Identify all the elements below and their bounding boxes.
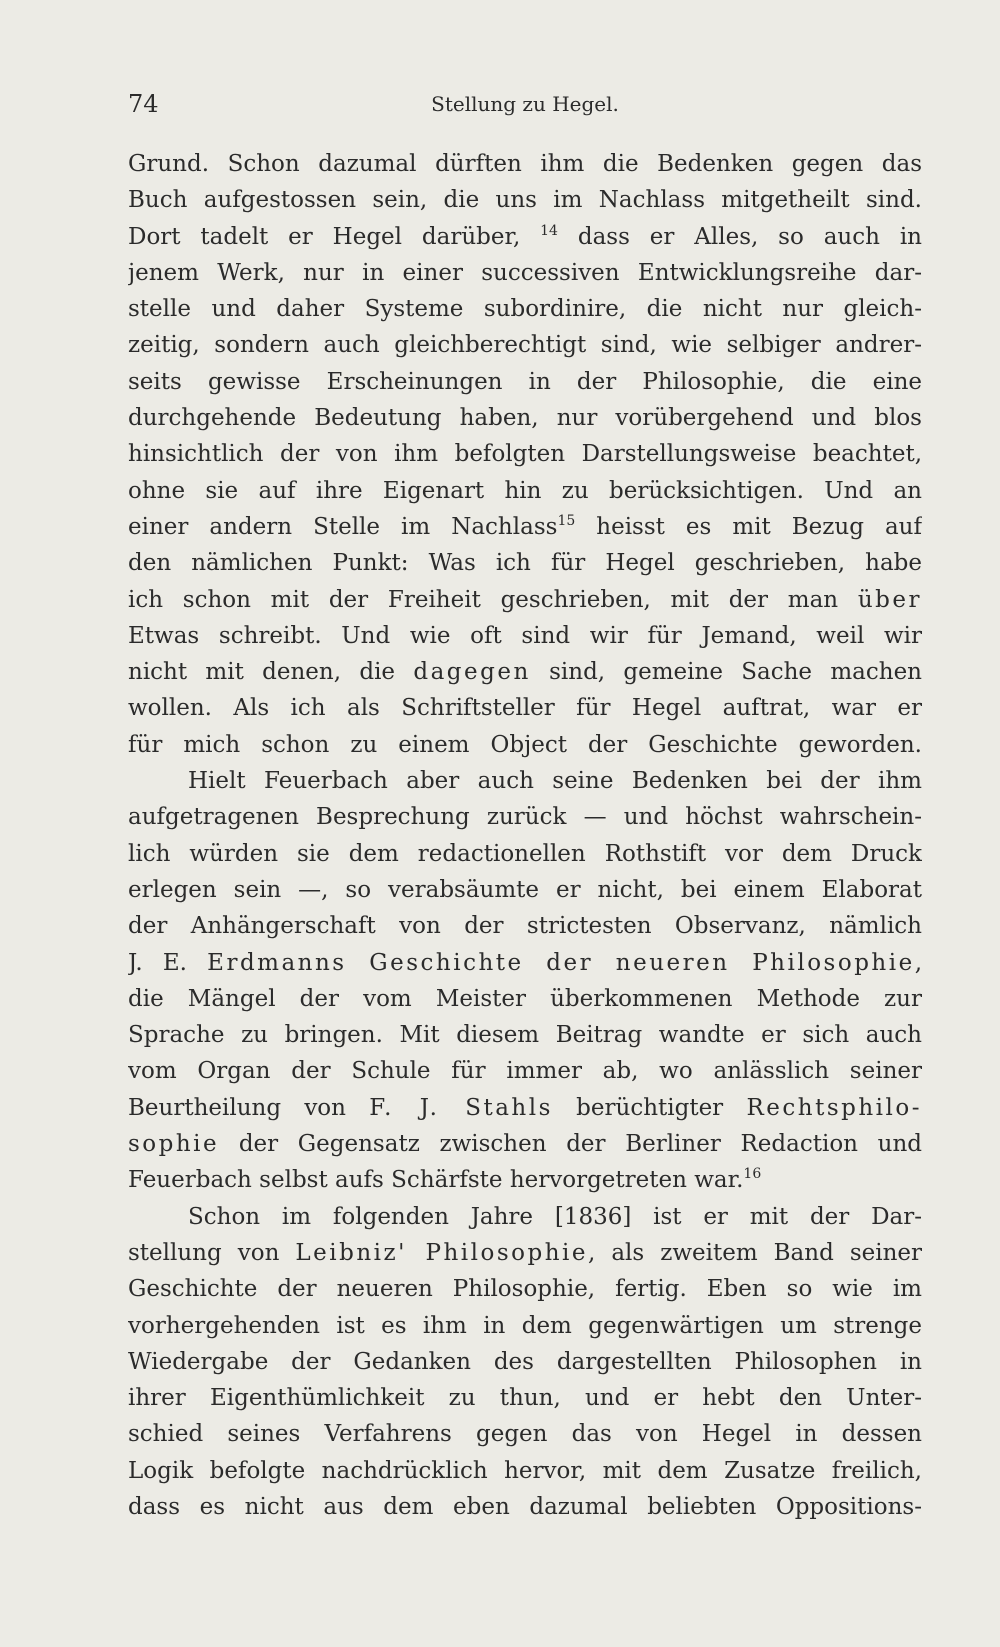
text-line (128, 509, 922, 545)
text-line (128, 1271, 922, 1307)
text-line (128, 1235, 922, 1271)
body-text (128, 146, 922, 1525)
text-segment: sind, gemeine Sache machen (530, 659, 922, 686)
text-line (128, 1053, 922, 1089)
spaced-emphasis: sophie (128, 1131, 220, 1158)
text-segment: stelle und daher Systeme subordinire, die nicht nur gleich- (128, 296, 922, 323)
text-line (128, 182, 922, 218)
text-segment: Grund. Schon dazumal dürften ihm die Bedenken gegen das (128, 151, 922, 177)
spaced-emphasis: Erdmanns Geschichte der neueren Philosophie (207, 949, 915, 976)
text-line (128, 1453, 922, 1489)
text-line (128, 654, 922, 690)
text-segment: erlegen sein —, so verabsäumte er nicht, bei einem Elaborat (128, 876, 922, 903)
text-line (128, 945, 922, 981)
text-segment: dass es nicht aus dem eben dazumal beliebten Oppositions- (128, 1493, 922, 1520)
spaced-emphasis: F. J. Stahls (369, 1094, 553, 1121)
spaced-emphasis: Leibniz' Philosophie (295, 1239, 588, 1266)
text-segment: Dort tadelt er Hegel darüber, (128, 223, 541, 250)
text-segment: J. E. (128, 949, 208, 976)
text-segment: die Mängel der vom Meister überkommenen Methode zur (128, 985, 922, 1012)
text-line (128, 981, 922, 1017)
text-segment: schied seines Verfahrens gegen das von Hegel in dessen (128, 1421, 922, 1448)
text-line (128, 836, 922, 872)
page-number: 74 (128, 90, 159, 118)
text-segment: seits gewisse Erscheinungen in der Philosophie, die eine (128, 368, 922, 395)
text-segment: nicht mit denen, die (128, 659, 414, 686)
text-line (128, 1489, 922, 1525)
spaced-emphasis: Rechtsphilo- (746, 1094, 922, 1121)
text-segment: zeitig, sondern auch gleichberechtigt sind, wie selbiger andrer- (128, 332, 922, 359)
text-segment: wollen. Als ich als Schriftsteller für Hegel auftrat, war er (128, 695, 922, 722)
text-line (128, 146, 922, 182)
text-line (128, 436, 922, 472)
text-line (128, 872, 922, 908)
text-segment: , (914, 949, 922, 976)
spaced-emphasis: dagegen (413, 659, 531, 686)
text-segment: ich schon mit der Freiheit geschrieben, mit der man (128, 586, 858, 613)
text-line (128, 1344, 922, 1380)
text-line (128, 1308, 922, 1344)
footnote-marker: 14 (540, 222, 558, 239)
text-segment: Etwas schreibt. Und wie oft sind wir für Jemand, weil wir (128, 622, 922, 649)
text-segment: einer andern Stelle im Nachlass (128, 513, 558, 540)
text-segment: Wiedergabe der Gedanken des dargestellten Philosophen in (128, 1348, 922, 1375)
text-line (128, 582, 922, 618)
text-line (128, 1017, 922, 1053)
text-line (128, 727, 922, 763)
text-line (128, 1126, 922, 1162)
text-line (128, 291, 922, 327)
text-line (128, 219, 922, 255)
text-line (128, 763, 922, 799)
text-segment: heisst es mit Bezug auf (575, 513, 922, 540)
text-segment: Schon im folgenden Jahre [1836] ist er mit der Dar- (188, 1203, 922, 1230)
text-segment: Buch aufgestossen sein, die uns im Nachlass mitgetheilt sind. (128, 187, 922, 214)
footnote-marker: 16 (743, 1166, 762, 1183)
running-head: Stellung zu Hegel. (431, 92, 619, 116)
text-segment: Beurtheilung von (128, 1094, 370, 1121)
text-segment: berüchtigter (552, 1094, 747, 1121)
text-line (128, 799, 922, 835)
text-line (128, 255, 922, 291)
text-segment: ihrer Eigenthümlichkeit zu thun, und er hebt den Unter- (128, 1385, 922, 1412)
text-segment: Geschichte der neueren Philosophie, fertig. Eben so wie im (128, 1276, 922, 1303)
text-segment: Sprache zu bringen. Mit diesem Beitrag wandte er sich auch (128, 1022, 922, 1049)
text-segment: dass er Alles, so auch in (557, 223, 922, 250)
text-line (128, 1380, 922, 1416)
text-segment: lich würden sie dem redactionellen Rothstift vor dem Druck (128, 840, 922, 867)
text-line (128, 473, 922, 509)
text-line (128, 908, 922, 944)
text-segment: Feuerbach selbst aufs Schärfste hervorgetreten war. (128, 1167, 744, 1194)
text-line (128, 618, 922, 654)
text-segment: Hielt Feuerbach aber auch seine Bedenken bei der ihm (188, 768, 922, 795)
text-segment: durchgehende Bedeutung haben, nur vorübergehend und blos (128, 405, 922, 432)
text-line (128, 400, 922, 436)
text-segment: , als zweitem Band seiner (588, 1239, 922, 1266)
text-line (128, 1162, 922, 1198)
text-line (128, 1416, 922, 1452)
page-header (128, 90, 922, 126)
text-line (128, 327, 922, 363)
text-segment: vorhergehenden ist es ihm in dem gegenwärtigen um strenge (128, 1312, 922, 1339)
footnote-marker: 15 (557, 512, 576, 529)
spaced-emphasis: über (857, 586, 922, 613)
text-segment: Logik befolgte nachdrücklich hervor, mit dem Zusatze freilich, (128, 1457, 922, 1484)
text-segment: vom Organ der Schule für immer ab, wo anlässlich seiner (128, 1058, 922, 1085)
text-segment: für mich schon zu einem Object der Geschichte geworden. (128, 731, 922, 758)
text-segment: stellung von (128, 1239, 296, 1266)
text-segment: ohne sie auf ihre Eigenart hin zu berücksichtigen. Und an (128, 477, 922, 504)
text-line (128, 545, 922, 581)
text-line (128, 1090, 922, 1126)
text-segment: der Gegensatz zwischen der Berliner Redaction und (219, 1131, 922, 1158)
text-segment: hinsichtlich der von ihm befolgten Darstellungsweise beachtet, (128, 441, 922, 468)
text-segment: den nämlichen Punkt: Was ich für Hegel geschrieben, habe (128, 550, 922, 577)
text-line (128, 364, 922, 400)
text-line (128, 1199, 922, 1235)
text-segment: der Anhängerschaft von der strictesten Observanz, nämlich (128, 913, 922, 940)
text-segment: aufgetragenen Besprechung zurück — und höchst wahrschein- (128, 804, 922, 831)
text-segment: jenem Werk, nur in einer successiven Entwicklungsreihe dar- (128, 259, 922, 286)
text-line (128, 690, 922, 726)
